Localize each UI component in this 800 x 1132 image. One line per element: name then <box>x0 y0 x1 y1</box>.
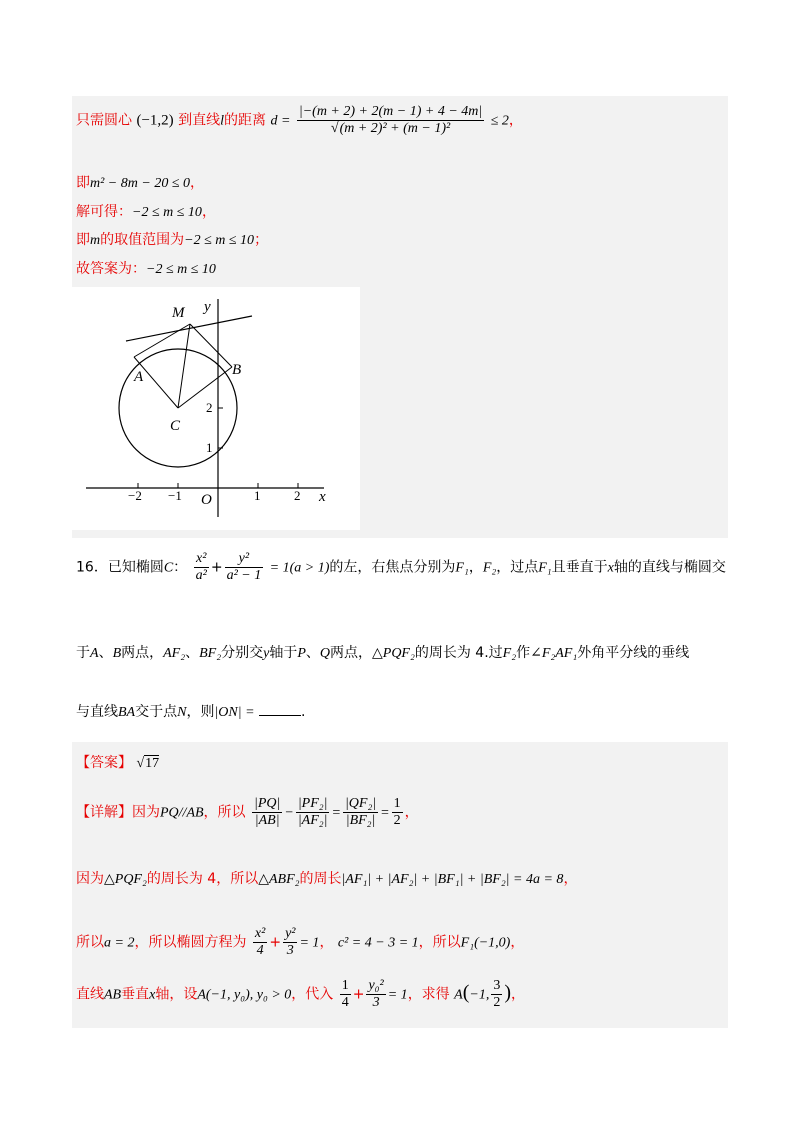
detail-line-1: 【详解】因为PQ//AB，所以 $\frac{|PQ|}{|AB|}$ − $\frac{\text{|PF₂|}}{\text{|AF₂|}}$ = $\frac{\text{|QF₂|}}{\text{|BF₂|}}$ = $\frac{1}{2}$ ， <box>76 796 419 829</box>
problem-16-line-3: 与直线BA交于点N，则|ON| = . <box>76 704 306 720</box>
answer-blank <box>259 705 301 716</box>
y-tick-label: 2 <box>206 400 213 415</box>
segment-bc <box>178 367 232 408</box>
label-c: C <box>170 418 181 434</box>
solution-line-answer: 故答案为：−2 ≤ m ≤ 10 <box>76 261 216 277</box>
geometry-figure <box>72 287 360 530</box>
detail-line-4: 直线AB垂直x轴，设A(−1, y₀), y₀ > 0，代入 $\frac{1}{4}$ + $\frac{\text{y₀²}}{3}$ = 1，求得 A(−1, $\frac{3}{2}$ )， <box>76 978 525 1011</box>
detail-line-3: 所以a = 2，所以椭圆方程为 $\frac{\text{x²}}{4}$ + $\frac{\text{y²}}{3}$ = 1， c² = 4 − 3 = 1，所以F₁(−1,0)， <box>76 926 525 959</box>
label-m: M <box>172 305 185 321</box>
x-tick-label: 1 <box>254 488 261 503</box>
x-tick-label: −2 <box>128 488 142 503</box>
label-a: A <box>134 369 144 385</box>
solution-line-range: 即m的取值范围为−2 ≤ m ≤ 10； <box>76 232 269 248</box>
label-b: B <box>232 362 242 378</box>
label-x: x <box>319 489 326 505</box>
label-o: O <box>201 492 212 508</box>
segment-ma <box>134 324 190 357</box>
solution-line-distance: 只需圆心 (−1,2) 到直线l的距离 d = $\frac{|-(m + 2) + 2(m - 1) + 4 - 4m|}{\text{√(m + 2)² + (m − 1)²}}$ ≤ 2， <box>76 104 523 137</box>
problem-16-line-1: 16．已知椭圆C： $\frac{\text{x²}}{\text{a²}}$ + $\frac{\text{y²}}{\text{a² − 1}}$ = 1(a > 1)的左，右焦点分别为F₁，F₂，过点F₁且垂直于x轴的直线与椭圆交 <box>76 551 726 584</box>
detail-line-2: 因为△PQF₂的周长为 4，所以△ABF₂的周长|AF₁| + |AF₂| + |BF₁| + |BF₂| = 4a = 8， <box>76 871 578 887</box>
solution-line-solve: 解可得：−2 ≤ m ≤ 10， <box>76 204 216 220</box>
x-tick-label: −1 <box>168 488 182 503</box>
distance-fraction: $\frac{|-(m + 2) + 2(m - 1) + 4 - 4m|}{\text{√(m + 2)² + (m − 1)²}}$ <box>298 104 483 137</box>
y-tick-label: 1 <box>206 440 213 455</box>
solution-line-inequality: 即m² − 8m − 20 ≤ 0， <box>76 175 204 191</box>
x-tick-label: 2 <box>294 488 301 503</box>
segment-mb <box>190 324 232 367</box>
answer-line: 【答案】 √17 <box>76 755 160 771</box>
circle-tangent-diagram <box>72 287 360 530</box>
problem-16-line-2: 于A、B两点，AF₂、BF₂分别交y轴于P、Q两点，△PQF₂的周长为 4.过F₂作∠F₂AF₁外角平分线的垂线 <box>76 645 690 661</box>
segment-mc <box>178 324 190 408</box>
label-y: y <box>204 299 211 315</box>
